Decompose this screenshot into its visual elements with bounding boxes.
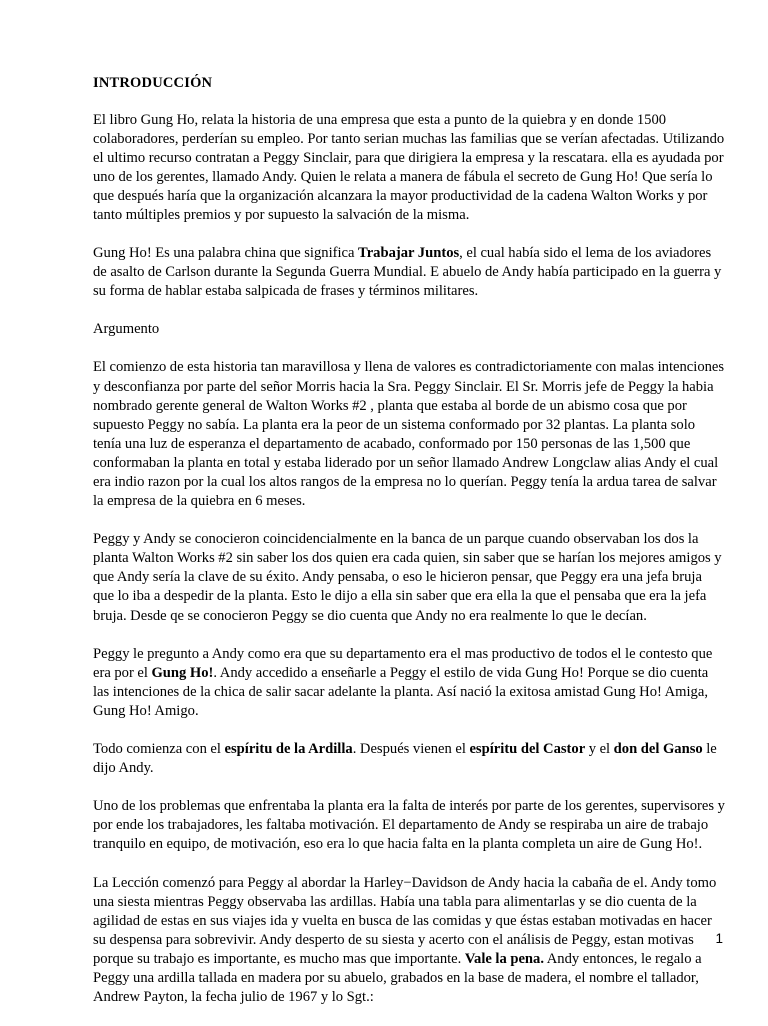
page-title: INTRODUCCIÓN <box>93 75 213 91</box>
body-paragraph <box>93 358 725 511</box>
text-run: Gung Ho! Es una palabra china que significa <box>93 245 359 262</box>
document-body <box>93 76 725 1026</box>
text-run: y el <box>585 741 614 758</box>
emphasis-text: Gung Ho! <box>151 664 214 681</box>
body-paragraph <box>93 111 725 226</box>
emphasis-text: espíritu de la Ardilla <box>224 741 353 758</box>
emphasis-text: don del Ganso <box>613 741 703 758</box>
text-run: , el cual había sido el lema de los aviadores de asalto de Carlson durante la Segunda Guerra Mundial. E abuelo de Andy había participado en la guerra y su forma de hablar estaba salpicada de frases y términos militares. <box>93 245 722 300</box>
emphasis-text: espíritu del Castor <box>469 741 586 758</box>
body-paragraph <box>93 530 725 625</box>
body-paragraph <box>93 244 725 301</box>
text-run: El comienzo de esta historia tan maravillosa y llena de valores es contradictoriamente con malas intenciones y desconfianza por parte del señor Morris hacia la Sra. Peggy Sinclair. El Sr. Morris jefe de Peggy la habia nombrado gerente general de Walton Works #2 , planta que estaba al borde de un abismo cosa que por supuesto Peggy no sabía. La planta era la peor de un sistema conformado por 32 plantas. La planta solo tenía una luz de esperanza el departamento de acabado, conformado por 150 personas de las 1,500 que conformaban la planta en total y estaba liderado por un señor llamado Andrew Longclaw alias Andy el cual era indio razon por la cual los altos rangos de la empresa no lo querían. Peggy tenía la ardua tarea de salvar la empresa de la quiebra en 6 meses. <box>93 359 725 510</box>
emphasis-text: Trabajar Juntos <box>358 245 460 262</box>
page-number: 1 <box>715 931 723 946</box>
text-run: El libro Gung Ho, relata la historia de una empresa que esta a punto de la quiebra y en donde 1500 colaboradores, perderían su empleo. Por tanto serian muchas las familias que se verían afectadas. Utilizando el ultimo recurso contratan a Peggy Sinclair, para que dirigiera la empresa y la rescatara. ella es ayudada por uno de los gerentes, llamado Andy. Quien le relata a manera de fábula el secreto de Gung Ho! Que sería lo que después haría que la organización alcanzara la mayor productividad de la cadena Walton Works y por tanto múltiples premios y por supuesto la salvación de la misma. <box>93 111 725 223</box>
body-paragraph <box>93 797 725 854</box>
body-paragraph <box>93 874 725 1008</box>
text-run: le dijo Andy. <box>93 741 717 777</box>
text-run: Uno de los problemas que enfrentaba la planta era la falta de interés por parte de los gerentes, supervisores y por ende los trabajadores, les faltaba motivación. El departamento de Andy se respiraba un aire de trabajo tranquilo en equipo, de motivación, eso era lo que hacia falta en la planta completa un aire de Gung Ho!. <box>93 798 725 853</box>
section-label <box>93 320 725 339</box>
emphasis-text: Vale la pena. <box>464 950 544 967</box>
text-run: . Después vienen el <box>352 741 470 758</box>
text-run: Todo comienza con el <box>93 741 225 758</box>
body-paragraph <box>93 740 725 778</box>
text-run: Peggy le pregunto a Andy como era que su departamento era el mas productivo de todos el le contesto que era por el <box>93 645 713 681</box>
text-run: Andy entonces, le regalo a Peggy una ardilla tallada en madera por su abuelo, grabados en la base de madera, el nombre el tallador, Andrew Payton, la fecha julio de 1967 y lo Sgt.: <box>93 950 702 1006</box>
text-run: Argumento <box>93 321 160 338</box>
body-paragraph <box>93 645 725 721</box>
paragraph-container <box>93 111 725 1008</box>
text-run: . Andy accedido a enseñarle a Peggy el estilo de vida Gung Ho! Porque se dio cuenta las intenciones de la chica de salir sacar adelante la planta. Así nació la exitosa amistad Gung Ho! Amiga, Gung Ho! Amigo. <box>93 664 709 719</box>
text-run: La Lección comenzó para Peggy al abordar la Harley−Davidson de Andy hacia la cabaña de el. Andy tomo una siesta mientras Peggy observaba las ardillas. Había una tabla para alimentarlas y se dio cuenta de la agilidad de estas en sus viajes ida y vuelta en busca de las comidas y que éstas estaban motivadas en hacer su despensa para sobrevivir. Andy desperto de su siesta y acerto con el análisis de Peggy, estan motivas porque su trabajo es importante, es mucho mas que importante. <box>93 874 717 967</box>
text-run: Peggy y Andy se conocieron coincidencialmente en la banca de un parque cuando observaban los dos la planta Walton Works #2 sin saber los dos quien era cada quien, sin saber que se harían los mejores amigos y que Andy sería la clave de su éxito. Andy pensaba, o eso le hicieron pensar, que Peggy era una jefa bruja que lo iba a despedir de la planta. Esto le dijo a ella sin saber que era ella la que el pensaba que era la jefa bruja. Desde qe se conocieron Peggy se dio cuenta que Andy no era realmente lo que le decían. <box>93 531 722 624</box>
